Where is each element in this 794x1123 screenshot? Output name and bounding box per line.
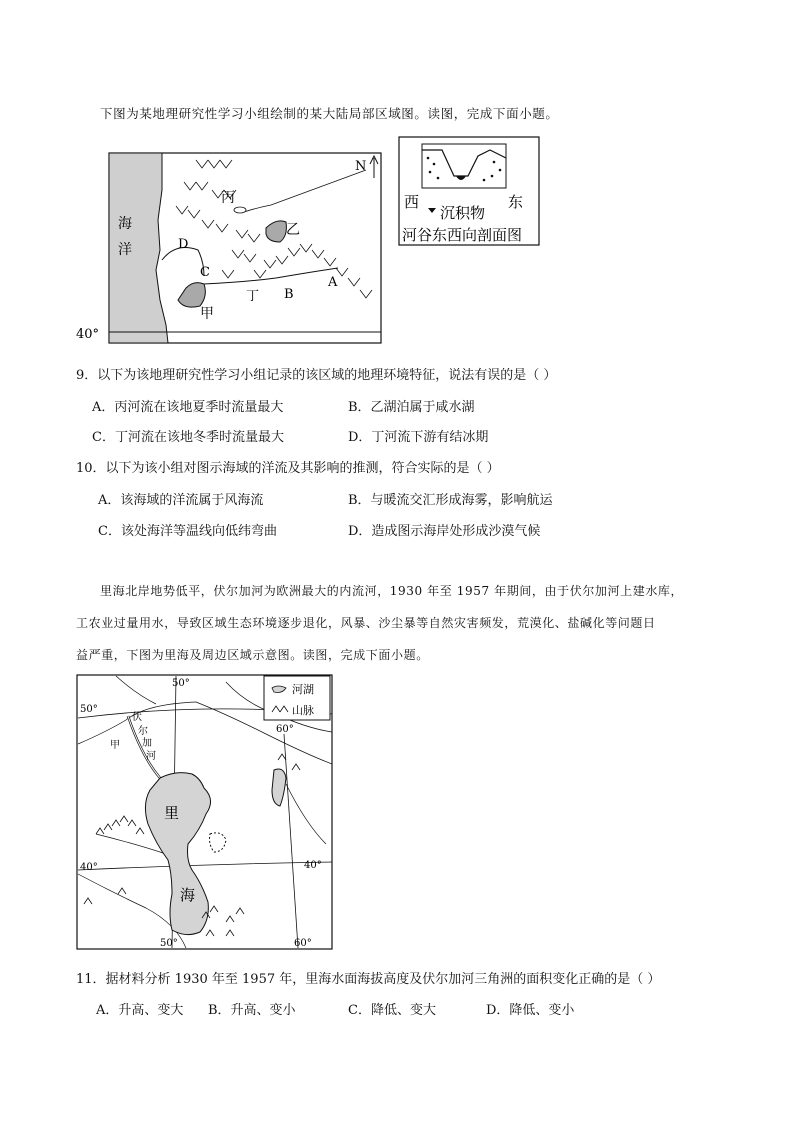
q11-option-d[interactable]: D．降低、变小	[486, 1003, 575, 1018]
lake-bing	[234, 207, 246, 213]
regional-map-figure	[76, 150, 386, 346]
ocean-label-2: 洋	[118, 242, 132, 258]
q10-option-c[interactable]: C．该处海洋等温线向低纬弯曲	[98, 524, 277, 539]
profile-east: 东	[508, 193, 524, 211]
volga-label-4: 河	[146, 751, 156, 762]
q10-option-b[interactable]: B．与暖流交汇形成海雾，影响航运	[348, 493, 553, 508]
label-jia: 甲	[200, 306, 214, 322]
caspian-label-1: 里	[164, 804, 180, 822]
legend-river-lake: 河湖	[292, 683, 314, 696]
volga-label-2: 尔	[138, 726, 148, 737]
volga-label-1: 伏	[132, 712, 142, 723]
q9-option-a[interactable]: A．丙河流在该地夏季时流量最大	[92, 400, 284, 415]
lake-yi	[266, 221, 286, 242]
q10-option-d[interactable]: D．造成图示海岸处形成沙漠气候	[348, 524, 541, 539]
question-11-stem: 11．据材料分析 1930 年至 1957 年，里海水面海拔高度及伏尔加河三角洲的面积变化正确的是（ ）	[76, 972, 661, 987]
q9-option-d[interactable]: D．丁河流下游有结冰期	[348, 430, 489, 445]
river-bing	[244, 170, 366, 212]
label-b: B	[284, 287, 294, 302]
lake-jia	[178, 283, 205, 307]
q11-option-b[interactable]: B．升高、变小	[208, 1003, 296, 1018]
lat-40-left: 40°	[80, 862, 98, 873]
lon-60-top: 60°	[276, 724, 294, 735]
ocean-label-1: 海	[118, 216, 132, 232]
section2-intro-line1: 里海北岸地势低平，伏尔加河为欧洲最大的内流河，1930 年至 1957 年期间，由于伏尔加河上建水库，	[100, 584, 684, 598]
lat-50: 50°	[80, 704, 98, 715]
question-10-stem: 10．以下为该小组对图示海域的洋流及其影响的推测，符合实际的是（ ）	[76, 461, 500, 476]
q9-option-b[interactable]: B．乙湖泊属于咸水湖	[348, 400, 475, 415]
label-yi: 乙	[286, 222, 300, 238]
label-a: A	[328, 275, 338, 290]
profile-west: 西	[404, 193, 420, 211]
profile-caption: 河谷东西向剖面图	[402, 226, 523, 244]
caspian-map-figure	[76, 674, 334, 952]
north-label: N	[355, 159, 367, 174]
caspian-label-2: 海	[180, 886, 196, 904]
legend-mountain: 山脉	[292, 704, 314, 717]
section2-intro-line2: 工农业过量用水，导致区域生态环境逐步退化，风暴、沙尘暴等自然灾害频发，荒漠化、盐碱化等问题日	[76, 616, 656, 630]
q11-option-a[interactable]: A．升高、变大	[96, 1003, 184, 1018]
section2-intro-line3: 益严重，下图为里海及周边区域示意图。读图，完成下面小题。	[76, 648, 429, 662]
section1-intro: 下图为某地理研究性学习小组绘制的某大陆局部区域图。读图，完成下面小题。	[100, 106, 559, 121]
q9-option-c[interactable]: C．丁河流在该地冬季时流量最大	[92, 430, 284, 445]
lat-40-right: 40°	[304, 860, 322, 871]
lon-60-bottom: 60°	[294, 938, 312, 949]
label-d: D	[178, 237, 189, 252]
q11-option-c[interactable]: C．降低、变大	[348, 1003, 436, 1018]
q10-option-a[interactable]: A．该海域的洋流属于风海流	[98, 493, 264, 508]
label-ding: 丁	[246, 289, 260, 304]
lon-50-top: 50°	[172, 678, 190, 689]
question-9-stem: 9．以下为该地理研究性学习小组记录的该区域的地理环境特征，说法有误的是（ ）	[76, 368, 557, 383]
valley-profile-inset	[398, 136, 542, 248]
label-c: C	[200, 265, 210, 280]
profile-legend: 沉积物	[440, 204, 486, 222]
label-jia-map2: 甲	[110, 740, 120, 751]
latitude-label: 40°	[76, 327, 100, 342]
label-bing: 丙	[221, 190, 235, 206]
lon-50-bottom: 50°	[160, 938, 178, 949]
river-ding	[204, 268, 338, 284]
volga-label-3: 加	[142, 738, 152, 749]
